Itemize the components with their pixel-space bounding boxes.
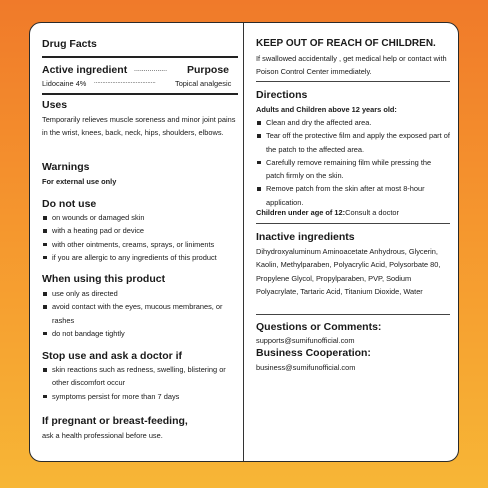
- stop-use-list: [42, 363, 238, 403]
- directions-sub: Adults and Children above 12 years old:: [256, 105, 397, 114]
- list-item: use only as directed: [42, 287, 238, 300]
- children-under-label: Children under age of 12:: [256, 208, 346, 217]
- inactive-rule: [256, 314, 450, 315]
- questions-email[interactable]: supports@sumifunofficial.com: [256, 336, 355, 345]
- list-item: with a heating pad or device: [42, 224, 238, 237]
- directions-title: Directions: [256, 89, 308, 101]
- list-item: do not bandage tightly: [42, 327, 238, 340]
- children-under-text: Consult a doctor: [345, 208, 399, 217]
- keep-out-text: If swallowed accidentally , get medical help or contact with Poison Control Center immediately.: [256, 54, 447, 77]
- list-item: on wounds or damaged skin: [42, 211, 238, 224]
- stop-use-title: Stop use and ask a doctor if: [42, 350, 183, 362]
- directions-list: [256, 116, 450, 209]
- ingredient-purpose: Topical analgesic: [175, 79, 232, 88]
- list-item: Carefully remove remaining film while pressing the patch firmly on the skin.: [256, 156, 450, 183]
- purpose-label: Purpose: [187, 64, 230, 76]
- inactive-text: Dihydroxyaluminum Aminoacetate Anhydrous, Glycerin, Kaolin, Methylparaben, Polyacrylic Acid, Polysorbate 80, Propylene Glycol, Propylparaben, PVP, Sodium Polyacrylate, Tartaric Acid, Titanium Dioxide, Water: [256, 247, 441, 296]
- list-item: Tear off the protective film and apply the exposed part of the patch to the affected area.: [256, 129, 450, 156]
- pregnant-title: If pregnant or breast-feeding,: [42, 415, 188, 427]
- do-not-use-list: [42, 211, 238, 264]
- keep-out-rule: [256, 81, 450, 82]
- drug-facts-title: Drug Facts: [42, 38, 97, 50]
- active-dots: .................: [134, 66, 168, 73]
- keep-out-title: KEEP OUT OF REACH OF CHILDREN.: [256, 38, 436, 49]
- drug-facts-card: [29, 22, 459, 462]
- ingredient-dots: .....................................: [94, 79, 156, 85]
- active-ingredient-label: Active ingredient: [42, 64, 128, 76]
- pregnant-text: ask a health professional before use.: [42, 431, 163, 440]
- list-item: if you are allergic to any ingredients of this product: [42, 251, 238, 264]
- when-using-title: When using this product: [42, 273, 166, 285]
- list-item: symptoms persist for more than 7 days: [42, 390, 238, 403]
- ingredient-name: Lidocaine 4%: [42, 79, 87, 88]
- warnings-title: Warnings: [42, 161, 90, 173]
- list-item: with other ointments, creams, sprays, or liniments: [42, 238, 238, 251]
- business-title: Business Cooperation:: [256, 347, 371, 359]
- directions-rule: [256, 223, 450, 224]
- list-item: skin reactions such as redness, swelling, blistering or other discomfort occur: [42, 363, 238, 390]
- inactive-title: Inactive ingredients: [256, 231, 355, 243]
- ingredient-rule: [42, 93, 238, 95]
- questions-title: Questions or Comments:: [256, 321, 382, 333]
- list-item: Clean and dry the affected area.: [256, 116, 450, 129]
- uses-title: Uses: [42, 99, 68, 111]
- do-not-use-title: Do not use: [42, 198, 97, 210]
- when-using-list: [42, 287, 238, 340]
- list-item: Remove patch from the skin after at most 8-hour application.: [256, 182, 450, 209]
- uses-text: Temporarily relieves muscle soreness and minor joint pains in the wrist, knees, back, neck, hips, shoulders, elbows.: [42, 115, 236, 138]
- list-item: avoid contact with the eyes, mucous membranes, or rashes: [42, 300, 238, 327]
- warnings-sub: For external use only: [42, 177, 117, 186]
- column-divider: [243, 23, 244, 461]
- children-under: [256, 208, 399, 217]
- title-rule: [42, 56, 238, 58]
- business-email[interactable]: business@sumifunofficial.com: [256, 363, 356, 372]
